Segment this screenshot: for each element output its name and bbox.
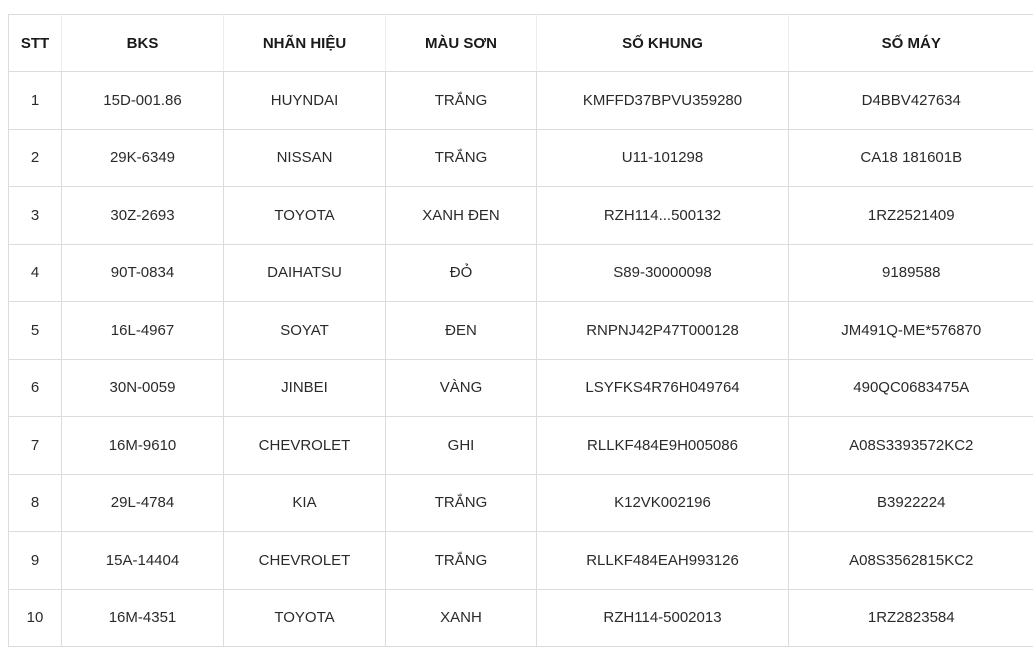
cell-stt: 9 <box>9 532 62 590</box>
table-row <box>9 417 1033 475</box>
cell-chassis-number: U11-101298 <box>537 129 789 187</box>
cell-engine-number: A08S3562815KC2 <box>789 532 1033 590</box>
cell-bks: 29L-4784 <box>62 474 224 532</box>
table-row <box>9 359 1033 417</box>
cell-brand: CHEVROLET <box>224 417 386 475</box>
cell-color: VÀNG <box>386 359 537 417</box>
cell-chassis-number: RZH114-5002013 <box>537 589 789 647</box>
cell-bks: 30N-0059 <box>62 359 224 417</box>
cell-bks: 16L-4967 <box>62 302 224 360</box>
cell-stt: 1 <box>9 72 62 130</box>
cell-brand: DAIHATSU <box>224 244 386 302</box>
cell-bks: 16M-9610 <box>62 417 224 475</box>
cell-color: TRẮNG <box>386 72 537 130</box>
cell-stt: 7 <box>9 417 62 475</box>
cell-color: TRẮNG <box>386 474 537 532</box>
table-row <box>9 129 1033 187</box>
cell-engine-number: 490QC0683475A <box>789 359 1033 417</box>
cell-brand: TOYOTA <box>224 187 386 245</box>
table-row <box>9 474 1033 532</box>
cell-color: ĐỎ <box>386 244 537 302</box>
cell-engine-number: 1RZ2823584 <box>789 589 1033 647</box>
table-row <box>9 72 1033 130</box>
header-bks: BKS <box>62 15 224 72</box>
table-row <box>9 244 1033 302</box>
cell-stt: 5 <box>9 302 62 360</box>
table-row <box>9 532 1033 590</box>
cell-color: TRẮNG <box>386 129 537 187</box>
cell-engine-number: 1RZ2521409 <box>789 187 1033 245</box>
header-stt: STT <box>9 15 62 72</box>
cell-stt: 8 <box>9 474 62 532</box>
cell-chassis-number: RNPNJ42P47T000128 <box>537 302 789 360</box>
cell-color: GHI <box>386 417 537 475</box>
cell-bks: 30Z-2693 <box>62 187 224 245</box>
cell-engine-number: B3922224 <box>789 474 1033 532</box>
cell-brand: TOYOTA <box>224 589 386 647</box>
cell-stt: 4 <box>9 244 62 302</box>
cell-chassis-number: LSYFKS4R76H049764 <box>537 359 789 417</box>
cell-color: TRẮNG <box>386 532 537 590</box>
cell-bks: 15A-14404 <box>62 532 224 590</box>
header-chassis-number: SỐ KHUNG <box>537 15 789 72</box>
cell-engine-number: D4BBV427634 <box>789 72 1033 130</box>
cell-brand: SOYAT <box>224 302 386 360</box>
cell-bks: 15D-001.86 <box>62 72 224 130</box>
cell-color: ĐEN <box>386 302 537 360</box>
header-color: MÀU SƠN <box>386 15 537 72</box>
cell-brand: JINBEI <box>224 359 386 417</box>
table-row <box>9 187 1033 245</box>
header-engine-number: SỐ MÁY <box>789 15 1033 72</box>
cell-engine-number: 9189588 <box>789 244 1033 302</box>
vehicle-table <box>8 14 1033 647</box>
cell-color: XANH ĐEN <box>386 187 537 245</box>
cell-color: XANH <box>386 589 537 647</box>
cell-bks: 29K-6349 <box>62 129 224 187</box>
cell-chassis-number: K12VK002196 <box>537 474 789 532</box>
table-header-row <box>9 15 1033 72</box>
cell-engine-number: CA18 181601B <box>789 129 1033 187</box>
cell-bks: 90T-0834 <box>62 244 224 302</box>
cell-stt: 3 <box>9 187 62 245</box>
vehicle-table-container <box>8 14 1033 647</box>
cell-stt: 6 <box>9 359 62 417</box>
cell-brand: NISSAN <box>224 129 386 187</box>
cell-bks: 16M-4351 <box>62 589 224 647</box>
table-body <box>9 72 1033 647</box>
cell-chassis-number: RZH114...500132 <box>537 187 789 245</box>
cell-chassis-number: KMFFD37BPVU359280 <box>537 72 789 130</box>
cell-chassis-number: RLLKF484EAH993126 <box>537 532 789 590</box>
cell-brand: KIA <box>224 474 386 532</box>
cell-brand: HUYNDAI <box>224 72 386 130</box>
table-row <box>9 302 1033 360</box>
cell-stt: 2 <box>9 129 62 187</box>
cell-engine-number: JM491Q-ME*576870 <box>789 302 1033 360</box>
cell-chassis-number: S89-30000098 <box>537 244 789 302</box>
header-brand: NHÃN HIỆU <box>224 15 386 72</box>
cell-engine-number: A08S3393572KC2 <box>789 417 1033 475</box>
cell-chassis-number: RLLKF484E9H005086 <box>537 417 789 475</box>
table-row <box>9 589 1033 647</box>
cell-stt: 10 <box>9 589 62 647</box>
cell-brand: CHEVROLET <box>224 532 386 590</box>
